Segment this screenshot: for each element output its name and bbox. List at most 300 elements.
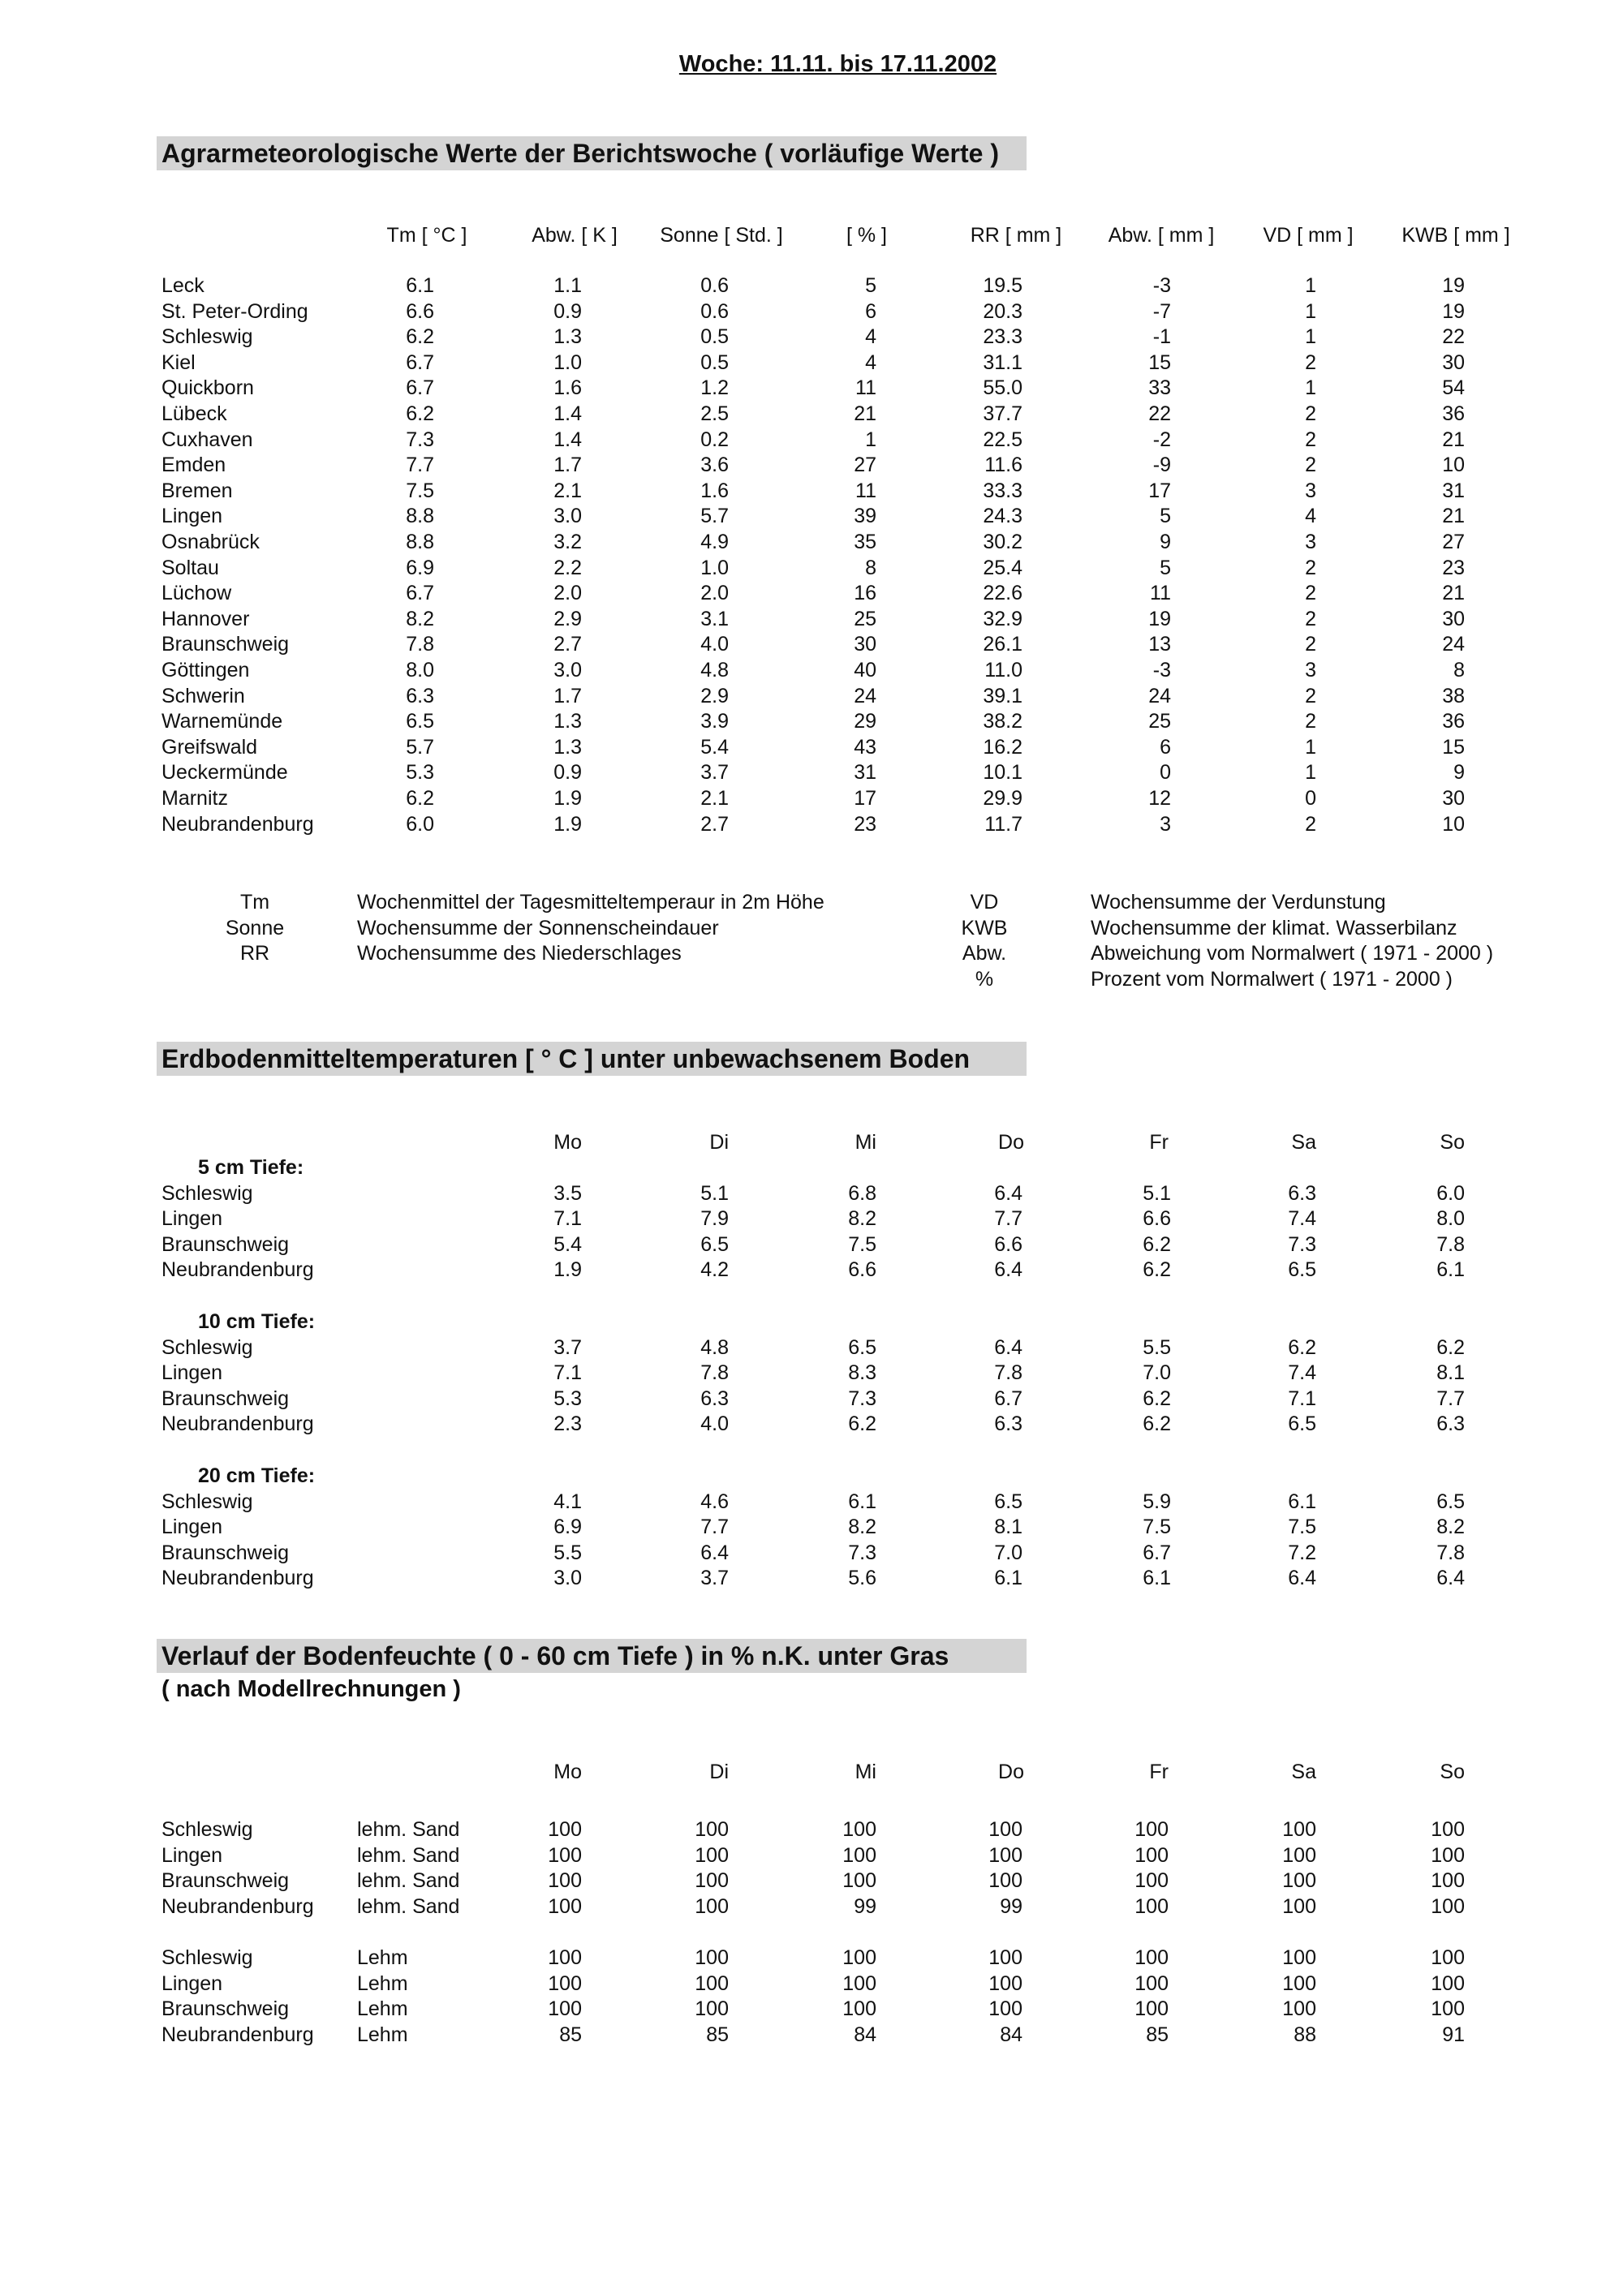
table-cell: 11 xyxy=(855,376,876,400)
table-cell: 3.0 xyxy=(553,505,582,528)
station-name: Lingen xyxy=(161,1971,223,1995)
table-cell: 7.8 xyxy=(406,633,434,656)
table-cell: 6.2 xyxy=(1436,1335,1465,1359)
soil-type: Lehm xyxy=(357,1971,408,1995)
table-cell: 6.4 xyxy=(1436,1567,1465,1590)
table-cell: 10 xyxy=(1442,812,1465,836)
table-cell: 6.1 xyxy=(1436,1258,1465,1282)
station-name: Schleswig xyxy=(161,1946,253,1969)
table-cell: 100 xyxy=(695,1894,729,1918)
table-cell: 2.3 xyxy=(553,1412,582,1436)
legend-text: Wochenmittel der Tagesmitteltemperaur in 2m Höhe xyxy=(357,891,824,914)
table-cell: 1.9 xyxy=(553,812,582,836)
table-cell: 3.6 xyxy=(700,454,729,477)
table-cell: 3 xyxy=(1160,812,1171,836)
table-cell: 5 xyxy=(865,274,876,297)
station-name: Schleswig xyxy=(161,1181,253,1205)
table-cell: 27 xyxy=(1442,531,1465,553)
table-cell: 10.1 xyxy=(983,761,1022,785)
table-cell: 6.4 xyxy=(994,1258,1022,1282)
table-cell: 6.2 xyxy=(848,1412,876,1436)
table-cell: 19.5 xyxy=(983,274,1022,297)
station-name: St. Peter-Ording xyxy=(161,299,308,323)
station-name: Leck xyxy=(161,274,204,297)
table-cell: 5.1 xyxy=(1143,1181,1171,1205)
depth-label: 5 cm Tiefe: xyxy=(198,1156,304,1179)
table-cell: 6.3 xyxy=(1436,1412,1465,1436)
table-cell: 5.5 xyxy=(553,1541,582,1564)
table-cell: 100 xyxy=(1282,1894,1316,1918)
station-name: Emden xyxy=(161,454,226,477)
table-cell: -2 xyxy=(1152,428,1171,451)
day-header: Di xyxy=(709,1131,729,1154)
table-cell: 2 xyxy=(1305,582,1316,605)
day-header: Di xyxy=(709,1761,729,1783)
table-cell: 5.4 xyxy=(700,735,729,759)
table-cell: 30 xyxy=(1442,787,1465,810)
table-cell: 6.4 xyxy=(994,1335,1022,1359)
table-cell: 85 xyxy=(706,2023,729,2046)
table-cell: 7.9 xyxy=(700,1207,729,1231)
table-cell: 6.4 xyxy=(994,1181,1022,1205)
table-cell: 22.5 xyxy=(983,428,1022,451)
column-header: VD [ mm ] xyxy=(1263,224,1354,247)
legend-text: Wochensumme der Verdunstung xyxy=(1091,891,1386,914)
table-cell: 0.9 xyxy=(553,299,582,323)
table-cell: 1 xyxy=(1305,274,1316,297)
day-header: Sa xyxy=(1291,1131,1316,1154)
table-cell: 1.9 xyxy=(553,1258,582,1282)
table-cell: 88 xyxy=(1294,2023,1316,2046)
table-cell: -3 xyxy=(1152,274,1171,297)
legend-abbr: KWB xyxy=(961,916,1008,939)
table-cell: 5.1 xyxy=(700,1181,729,1205)
table-cell: 11.6 xyxy=(984,454,1022,477)
table-cell: 30 xyxy=(854,633,876,656)
station-name: Ueckermünde xyxy=(161,761,288,785)
table-cell: 2 xyxy=(1305,684,1316,707)
table-cell: 2.1 xyxy=(553,479,582,502)
table-cell: 5 xyxy=(1160,556,1171,579)
table-cell: 5.6 xyxy=(848,1567,876,1590)
table-cell: 6.5 xyxy=(1288,1258,1316,1282)
table-cell: 8.1 xyxy=(994,1516,1022,1539)
table-cell: 25 xyxy=(854,607,876,630)
table-cell: 1 xyxy=(1305,761,1316,785)
table-cell: 100 xyxy=(695,1997,729,2021)
table-cell: 55.0 xyxy=(983,376,1022,400)
table-cell: 7.3 xyxy=(848,1387,876,1410)
table-cell: 1.3 xyxy=(553,325,582,349)
table-cell: 100 xyxy=(842,1818,876,1841)
table-cell: 1 xyxy=(1305,735,1316,759)
table-cell: 100 xyxy=(1282,1869,1316,1893)
table-cell: 8.2 xyxy=(848,1516,876,1539)
table-cell: 29 xyxy=(854,710,876,733)
table-cell: 6.7 xyxy=(406,582,434,605)
table-cell: 5.9 xyxy=(1143,1490,1171,1513)
station-name: Neubrandenburg xyxy=(161,1567,314,1590)
soil-type: lehm. Sand xyxy=(357,1894,460,1918)
table-cell: 6.7 xyxy=(1143,1541,1171,1564)
table-cell: 0.5 xyxy=(700,325,729,349)
station-name: Neubrandenburg xyxy=(161,1258,314,1282)
table-cell: 0.6 xyxy=(700,299,729,323)
table-cell: 100 xyxy=(695,1818,729,1841)
table-cell: -9 xyxy=(1152,454,1171,477)
table-cell: 100 xyxy=(1431,1997,1465,2021)
table-cell: 99 xyxy=(1000,1894,1022,1918)
table-cell: 2 xyxy=(1305,710,1316,733)
station-name: Neubrandenburg xyxy=(161,1894,314,1918)
table-cell: 7.3 xyxy=(1288,1232,1316,1256)
table-cell: 16 xyxy=(854,582,876,605)
table-cell: 27 xyxy=(854,454,876,477)
day-header: Mi xyxy=(855,1131,876,1154)
column-header: Tm [ °C ] xyxy=(386,224,467,247)
table-cell: 100 xyxy=(1134,1869,1169,1893)
table-cell: 100 xyxy=(1134,1946,1169,1969)
station-name: Schwerin xyxy=(161,684,245,707)
table-cell: 7.5 xyxy=(1143,1516,1171,1539)
table-cell: 21 xyxy=(1442,505,1465,528)
table-cell: 2.1 xyxy=(700,787,729,810)
table-cell: 6.6 xyxy=(848,1258,876,1282)
legend-text: Abweichung vom Normalwert ( 1971 - 2000 ) xyxy=(1091,942,1494,965)
day-header: Fr xyxy=(1149,1761,1169,1783)
section1-title: Agrarmeteorologische Werte der Berichtswoche ( vorläufige Werte ) xyxy=(157,136,1027,170)
table-cell: 6.1 xyxy=(406,274,434,297)
table-cell: 17 xyxy=(1148,479,1171,502)
table-cell: 8.0 xyxy=(406,659,434,681)
table-cell: 100 xyxy=(695,1869,729,1893)
day-header: Sa xyxy=(1291,1761,1316,1783)
legend-text: Wochensumme des Niederschlages xyxy=(357,942,682,965)
table-cell: 7.3 xyxy=(848,1541,876,1564)
legend-text: Wochensumme der Sonnenscheindauer xyxy=(357,916,719,939)
column-header: [ % ] xyxy=(846,224,887,247)
station-name: Kiel xyxy=(161,350,196,374)
table-cell: 5 xyxy=(1160,505,1171,528)
table-cell: 1.6 xyxy=(700,479,729,502)
table-cell: 0 xyxy=(1160,761,1171,785)
station-name: Marnitz xyxy=(161,787,228,810)
table-cell: 4 xyxy=(865,350,876,374)
station-name: Schleswig xyxy=(161,1335,253,1359)
table-cell: 7.4 xyxy=(1288,1207,1316,1231)
station-name: Bremen xyxy=(161,479,233,502)
day-header: So xyxy=(1440,1761,1465,1783)
station-name: Lingen xyxy=(161,505,223,528)
table-cell: 15 xyxy=(1442,735,1465,759)
station-name: Schleswig xyxy=(161,1490,253,1513)
table-cell: 8.2 xyxy=(848,1207,876,1231)
table-cell: 100 xyxy=(988,1946,1022,1969)
station-name: Göttingen xyxy=(161,659,250,681)
station-name: Braunschweig xyxy=(161,1541,290,1564)
legend-abbr: Tm xyxy=(239,891,270,914)
table-cell: 3.7 xyxy=(553,1335,582,1359)
table-cell: 100 xyxy=(842,1946,876,1969)
table-cell: 7.8 xyxy=(994,1361,1022,1385)
table-cell: 100 xyxy=(1134,1997,1169,2021)
table-cell: 4.0 xyxy=(700,1412,729,1436)
table-cell: 23 xyxy=(1442,556,1465,579)
table-cell: 100 xyxy=(1282,1843,1316,1867)
section3-subtitle: ( nach Modellrechnungen ) xyxy=(161,1676,461,1702)
table-cell: 2 xyxy=(1305,428,1316,451)
table-cell: 100 xyxy=(1431,1946,1465,1969)
table-cell: 11.7 xyxy=(984,812,1022,836)
table-cell: 1 xyxy=(1305,299,1316,323)
table-cell: 1.0 xyxy=(700,556,729,579)
table-cell: 6.0 xyxy=(1436,1181,1465,1205)
table-cell: 3.1 xyxy=(700,607,729,630)
soil-type: Lehm xyxy=(357,1946,408,1969)
table-cell: 1.7 xyxy=(553,454,582,477)
table-cell: 36 xyxy=(1442,710,1465,733)
table-cell: 6.6 xyxy=(994,1232,1022,1256)
table-cell: 35 xyxy=(854,531,876,553)
table-cell: 0.5 xyxy=(700,350,729,374)
table-cell: 36 xyxy=(1442,402,1465,425)
table-cell: 100 xyxy=(1431,1869,1465,1893)
table-cell: 100 xyxy=(988,1843,1022,1867)
table-cell: 6.2 xyxy=(1143,1232,1171,1256)
table-cell: 2 xyxy=(1305,454,1316,477)
table-cell: 7.5 xyxy=(406,479,434,502)
legend-abbr: % xyxy=(975,967,994,991)
table-cell: 100 xyxy=(1431,1818,1465,1841)
table-cell: 24.3 xyxy=(983,505,1022,528)
table-cell: 3 xyxy=(1305,531,1316,553)
table-cell: 33.3 xyxy=(983,479,1022,502)
table-cell: 22.6 xyxy=(983,582,1022,605)
table-cell: 2 xyxy=(1305,812,1316,836)
table-cell: 19 xyxy=(1442,274,1465,297)
table-cell: 6.5 xyxy=(848,1335,876,1359)
table-cell: 3.7 xyxy=(700,1567,729,1590)
table-cell: 7.8 xyxy=(700,1361,729,1385)
column-header: Abw. [ K ] xyxy=(532,224,618,247)
table-cell: 0 xyxy=(1305,787,1316,810)
table-cell: 100 xyxy=(548,1971,582,1995)
station-name: Lingen xyxy=(161,1843,223,1867)
legend-abbr: Abw. xyxy=(962,942,1007,965)
table-cell: 8.3 xyxy=(848,1361,876,1385)
table-cell: 37.7 xyxy=(983,402,1022,425)
table-cell: 100 xyxy=(548,1997,582,2021)
table-cell: 38.2 xyxy=(983,710,1022,733)
table-cell: 2 xyxy=(1305,402,1316,425)
table-cell: 2.0 xyxy=(700,582,729,605)
table-cell: 2.9 xyxy=(553,607,582,630)
legend-text: Wochensumme der klimat. Wasserbilanz xyxy=(1091,916,1457,939)
table-cell: 4.2 xyxy=(700,1258,729,1282)
table-cell: 8.8 xyxy=(406,531,434,553)
table-cell: 100 xyxy=(988,1869,1022,1893)
table-cell: 6.5 xyxy=(406,710,434,733)
table-cell: 6.2 xyxy=(1143,1387,1171,1410)
table-cell: 6.3 xyxy=(406,684,434,707)
table-cell: 1.4 xyxy=(553,402,582,425)
table-cell: 0.2 xyxy=(700,428,729,451)
table-cell: 5.7 xyxy=(700,505,729,528)
table-cell: 21 xyxy=(1442,428,1465,451)
table-cell: 6.3 xyxy=(1288,1181,1316,1205)
table-cell: 6.9 xyxy=(406,556,434,579)
legend-abbr: VD xyxy=(970,891,999,914)
station-name: Braunschweig xyxy=(161,1997,290,2021)
column-header: KWB [ mm ] xyxy=(1401,224,1510,247)
table-cell: 7.8 xyxy=(1436,1541,1465,1564)
table-cell: 85 xyxy=(559,2023,582,2046)
table-cell: 6.2 xyxy=(1288,1335,1316,1359)
table-cell: 1.1 xyxy=(553,274,582,297)
table-cell: 6.2 xyxy=(1143,1412,1171,1436)
table-cell: 22 xyxy=(1442,325,1465,349)
table-cell: 100 xyxy=(695,1971,729,1995)
day-header: Mo xyxy=(553,1761,582,1783)
table-cell: 100 xyxy=(1282,1971,1316,1995)
table-cell: 6.0 xyxy=(406,812,434,836)
table-cell: 1.2 xyxy=(700,376,729,400)
table-cell: 9 xyxy=(1160,531,1171,553)
table-cell: 19 xyxy=(1148,607,1171,630)
table-cell: 38 xyxy=(1442,684,1465,707)
table-cell: 7.4 xyxy=(1288,1361,1316,1385)
table-cell: 2.5 xyxy=(700,402,729,425)
table-cell: 100 xyxy=(1134,1971,1169,1995)
table-cell: 31.1 xyxy=(983,350,1022,374)
table-cell: 3.9 xyxy=(700,710,729,733)
station-name: Braunschweig xyxy=(161,1869,290,1893)
table-cell: 8 xyxy=(1453,659,1465,681)
table-cell: 3.0 xyxy=(553,1567,582,1590)
table-cell: 26.1 xyxy=(983,633,1022,656)
table-cell: 54 xyxy=(1442,376,1465,400)
table-cell: 31 xyxy=(1442,479,1465,502)
table-cell: 6.2 xyxy=(406,787,434,810)
table-cell: 100 xyxy=(1431,1971,1465,1995)
table-cell: 15 xyxy=(1148,350,1171,374)
table-cell: 6.3 xyxy=(994,1412,1022,1436)
table-cell: 6.5 xyxy=(1436,1490,1465,1513)
depth-label: 20 cm Tiefe: xyxy=(198,1464,316,1487)
table-cell: 4.8 xyxy=(700,1335,729,1359)
table-cell: 7.1 xyxy=(553,1207,582,1231)
table-cell: 9 xyxy=(1453,761,1465,785)
table-cell: 100 xyxy=(842,1971,876,1995)
table-cell: 100 xyxy=(842,1997,876,2021)
table-cell: 17 xyxy=(854,787,876,810)
table-cell: 4 xyxy=(865,325,876,349)
table-cell: 1.6 xyxy=(553,376,582,400)
table-cell: 19 xyxy=(1442,299,1465,323)
table-cell: 2 xyxy=(1305,607,1316,630)
table-cell: 2.2 xyxy=(553,556,582,579)
table-cell: 8.0 xyxy=(1436,1207,1465,1231)
table-cell: 23 xyxy=(854,812,876,836)
station-name: Neubrandenburg xyxy=(161,812,314,836)
table-cell: 6.7 xyxy=(994,1387,1022,1410)
table-cell: 7.8 xyxy=(1436,1232,1465,1256)
table-cell: 4.6 xyxy=(700,1490,729,1513)
day-header: So xyxy=(1440,1131,1465,1154)
day-header: Do xyxy=(998,1761,1024,1783)
table-cell: 1.3 xyxy=(553,735,582,759)
station-name: Lingen xyxy=(161,1516,223,1539)
station-name: Cuxhaven xyxy=(161,428,253,451)
table-cell: 30 xyxy=(1442,607,1465,630)
table-cell: 6.2 xyxy=(406,402,434,425)
table-cell: 100 xyxy=(548,1946,582,1969)
soil-type: Lehm xyxy=(357,2023,408,2046)
table-cell: 100 xyxy=(548,1869,582,1893)
table-cell: -7 xyxy=(1152,299,1171,323)
table-cell: 7.7 xyxy=(406,454,434,477)
table-cell: 12 xyxy=(1148,787,1171,810)
table-cell: 3.7 xyxy=(700,761,729,785)
station-name: Schleswig xyxy=(161,1818,253,1841)
table-cell: 11 xyxy=(855,479,876,502)
table-cell: 99 xyxy=(854,1894,876,1918)
station-name: Schleswig xyxy=(161,325,253,349)
day-header: Do xyxy=(998,1131,1024,1154)
table-cell: 1 xyxy=(1305,325,1316,349)
table-cell: 2.9 xyxy=(700,684,729,707)
table-cell: 5.3 xyxy=(406,761,434,785)
table-cell: 85 xyxy=(1146,2023,1169,2046)
station-name: Soltau xyxy=(161,556,219,579)
table-cell: 100 xyxy=(1282,1997,1316,2021)
legend-abbr: Sonne xyxy=(225,916,285,939)
table-cell: 1.4 xyxy=(553,428,582,451)
table-cell: 11.0 xyxy=(984,659,1022,681)
table-cell: 3 xyxy=(1305,659,1316,681)
table-cell: 1.3 xyxy=(553,710,582,733)
table-cell: 100 xyxy=(548,1818,582,1841)
table-cell: 7.5 xyxy=(848,1232,876,1256)
column-header: Sonne [ Std. ] xyxy=(660,224,783,247)
table-cell: 24 xyxy=(1148,684,1171,707)
table-cell: 8 xyxy=(865,556,876,579)
table-cell: 100 xyxy=(695,1946,729,1969)
table-cell: 100 xyxy=(695,1843,729,1867)
soil-type: Lehm xyxy=(357,1997,408,2021)
table-cell: 5.3 xyxy=(553,1387,582,1410)
table-cell: 6 xyxy=(865,299,876,323)
table-cell: 2 xyxy=(1305,350,1316,374)
station-name: Lingen xyxy=(161,1207,223,1231)
table-cell: 8.2 xyxy=(406,607,434,630)
table-cell: 22 xyxy=(1148,402,1171,425)
table-cell: 40 xyxy=(854,659,876,681)
table-cell: 24 xyxy=(854,684,876,707)
table-cell: 21 xyxy=(1442,582,1465,605)
table-cell: 5.7 xyxy=(406,735,434,759)
table-cell: 7.1 xyxy=(553,1361,582,1385)
table-cell: 100 xyxy=(1431,1843,1465,1867)
table-cell: 5.5 xyxy=(1143,1335,1171,1359)
station-name: Braunschweig xyxy=(161,1232,290,1256)
table-cell: 25 xyxy=(1148,710,1171,733)
table-cell: 100 xyxy=(842,1843,876,1867)
station-name: Greifswald xyxy=(161,735,258,759)
table-cell: 2 xyxy=(1305,556,1316,579)
table-cell: 8.8 xyxy=(406,505,434,528)
table-cell: 6.7 xyxy=(406,376,434,400)
